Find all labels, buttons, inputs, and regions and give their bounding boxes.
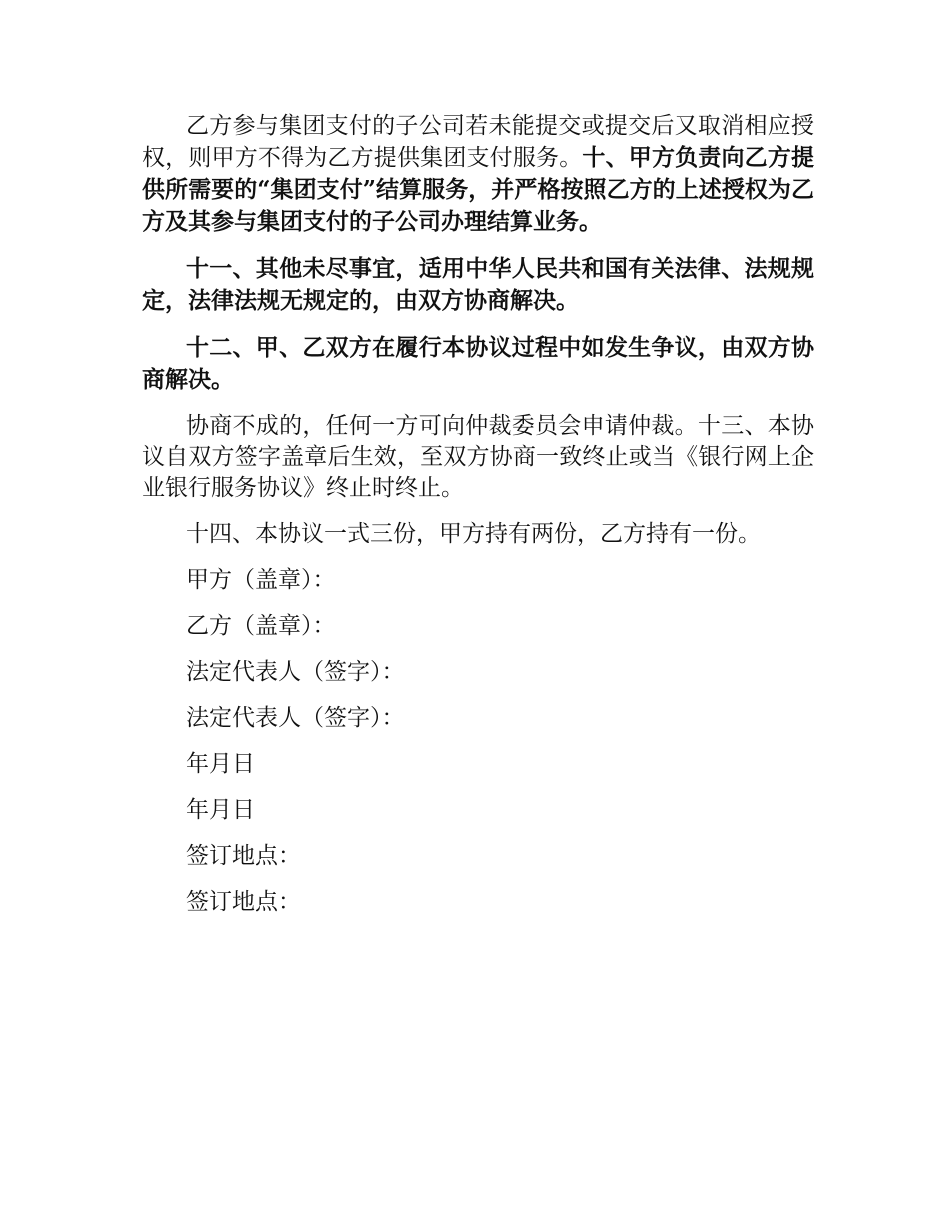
party-b-seal-line: 乙方（盖章）： (186, 613, 336, 639)
paragraph-arbitration (142, 411, 814, 504)
clause-11-text: 十一、其他未尽事宜，适用中华人民共和国有关法律、法规规定，法律法规无规定的，由双方协商解决。 (142, 255, 814, 314)
signing-location-line: 签订地点： (186, 843, 301, 869)
paragraph-text: 乙方参与集团支付的子公司若未能提交或提交后又取消相应授权，则甲方不得为乙方提供集团支付服务。 (142, 113, 814, 171)
paragraph-authorization (142, 111, 814, 238)
signing-location-line: 签订地点： (186, 889, 301, 915)
paragraph-clause-11 (142, 253, 814, 317)
clause-10-text: 十、甲方负责向乙方提供所需要的“集团支付”结算服务，并严格按照乙方的上述授权为乙方及其参与集团支付的子公司办理结算业务。 (142, 144, 815, 235)
paragraph-clause-12 (142, 332, 814, 396)
clause-14-text: 十四、本协议一式三份，甲方持有两份，乙方持有一份。 (186, 521, 761, 547)
legal-representative-signature-line: 法定代表人（签字）： (186, 705, 405, 731)
date-line: 年月日 (186, 797, 255, 823)
arbitration-text: 协商不成的，任何一方可向仲裁委员会申请仲裁。十三、本协议自双方签字盖章后生效，至双方协商一致终止或当《银行网上企业银行服务协议》终止时终止。 (142, 413, 814, 501)
document-page (142, 111, 814, 933)
party-a-seal-line: 甲方（盖章）： (186, 567, 336, 593)
date-line: 年月日 (186, 751, 255, 777)
clause-12-text: 十二、甲、乙双方在履行本协议过程中如发生争议，由双方协商解决。 (142, 334, 814, 393)
paragraph-clause-14 (142, 519, 814, 550)
legal-representative-signature-line: 法定代表人（签字）： (186, 659, 405, 685)
